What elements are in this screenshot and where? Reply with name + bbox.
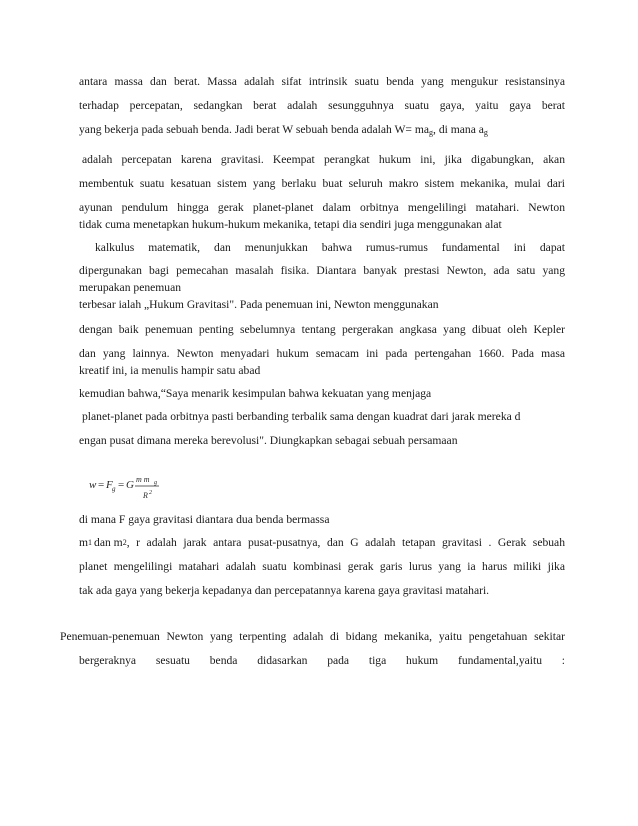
- text: m: [79, 536, 89, 549]
- formula-F: F: [106, 479, 113, 491]
- formula-numerator: m m: [136, 475, 150, 484]
- subscript: 2: [122, 538, 127, 547]
- subscript: 1: [88, 538, 93, 547]
- text: dan m: [94, 536, 123, 549]
- subscript: g: [429, 128, 434, 137]
- paragraph-line: dengan baik penemuan penting sebelumnya tentang pergerakan angkasa yang dibuat oleh Kepler: [79, 323, 565, 336]
- formula-denominator-superscript: 2: [149, 490, 152, 496]
- formula-G: G: [126, 479, 134, 491]
- paragraph-line: kreatif ini, ia menulis hampir satu abad: [79, 364, 261, 377]
- paragraph-line: antara massa dan berat. Massa adalah sifat intrinsik suatu benda yang mengukur resistansinya: [79, 75, 565, 88]
- paragraph-line: [79, 123, 488, 140]
- subscript: g: [483, 128, 488, 137]
- gravitation-formula-image: [88, 471, 168, 501]
- paragraph-line: merupakan penemuan: [79, 281, 182, 294]
- paragraph-line: ayunan pendulum hingga gerak planet-planet dalam orbitnya mengelilingi matahari. Newton: [79, 201, 565, 214]
- text: , r adalah jarak antara pusat-pusatnya, dan G adalah tetapan gravitasi . Gerak sebuah: [126, 536, 565, 549]
- paragraph-line: engan pusat dimana mereka berevolusi". Diungkapkan sebagai sebuah persamaan: [79, 434, 458, 447]
- formula-equals: =: [118, 479, 125, 491]
- paragraph-line: planet-planet pada orbitnya pasti berbanding terbalik sama dengan kuadrat dari jarak mereka d: [82, 410, 521, 423]
- text: , di mana a: [433, 123, 484, 136]
- paragraph-line: tidak cuma menetapkan hukum-hukum mekanika, tetapi dia sendiri juga menggunakan alat: [79, 218, 502, 231]
- text: yang bekerja pada sebuah benda. Jadi berat W sebuah benda adalah W= ma: [79, 123, 430, 136]
- paragraph-line: terhadap percepatan, sedangkan berat adalah sesungguhnya suatu gaya, yaitu gaya berat: [79, 99, 565, 112]
- formula-w: w: [89, 479, 97, 491]
- paragraph-line: terbesar ialah „Hukum Gravitasi". Pada penemuan ini, Newton menggunakan: [79, 298, 439, 311]
- paragraph-line: membentuk suatu kesatuan sistem yang berlaku buat seluruh makro sistem mekanika, mulai dari: [79, 177, 565, 190]
- formula-denominator: R: [143, 491, 148, 500]
- paragraph-line: adalah percepatan karena gravitasi. Keempat perangkat hukum ini, jika digabungkan, akan: [82, 153, 565, 166]
- paragraph-line: Penemuan-penemuan Newton yang terpenting adalah di bidang mekanika, yaitu pengetahuan sekitar: [60, 630, 565, 643]
- formula-F-subscript: g: [112, 485, 116, 493]
- formula-numerator-subscript: g: [154, 480, 157, 486]
- paragraph-line: kemudian bahwa,“Saya menarik kesimpulan bahwa kekuatan yang menjaga: [79, 387, 432, 400]
- paragraph-line: planet mengelilingi matahari adalah suatu kombinasi gerak garis lurus yang ia harus miliki jika: [79, 560, 565, 573]
- paragraph-line: [79, 536, 565, 550]
- paragraph-line: di mana F gaya gravitasi diantara dua benda bermassa: [79, 513, 330, 526]
- paragraph-line: dipergunakan bagi pemecahan masalah fisika. Diantara banyak prestasi Newton, ada satu yang: [79, 264, 565, 277]
- paragraph-line: dan yang lainnya. Newton menyadari hukum semacam ini pada pertengahan 1660. Pada masa: [79, 347, 565, 360]
- paragraph-line: bergeraknya sesuatu benda didasarkan pada tiga hukum fundamental,yaitu :: [79, 654, 565, 667]
- paragraph-line: tak ada gaya yang bekerja kepadanya dan percepatannya karena gaya gravitasi matahari.: [79, 584, 490, 597]
- paragraph-line: kalkulus matematik, dan menunjukkan bahwa rumus-rumus fundamental ini dapat: [95, 241, 565, 254]
- formula-equals: =: [98, 479, 105, 491]
